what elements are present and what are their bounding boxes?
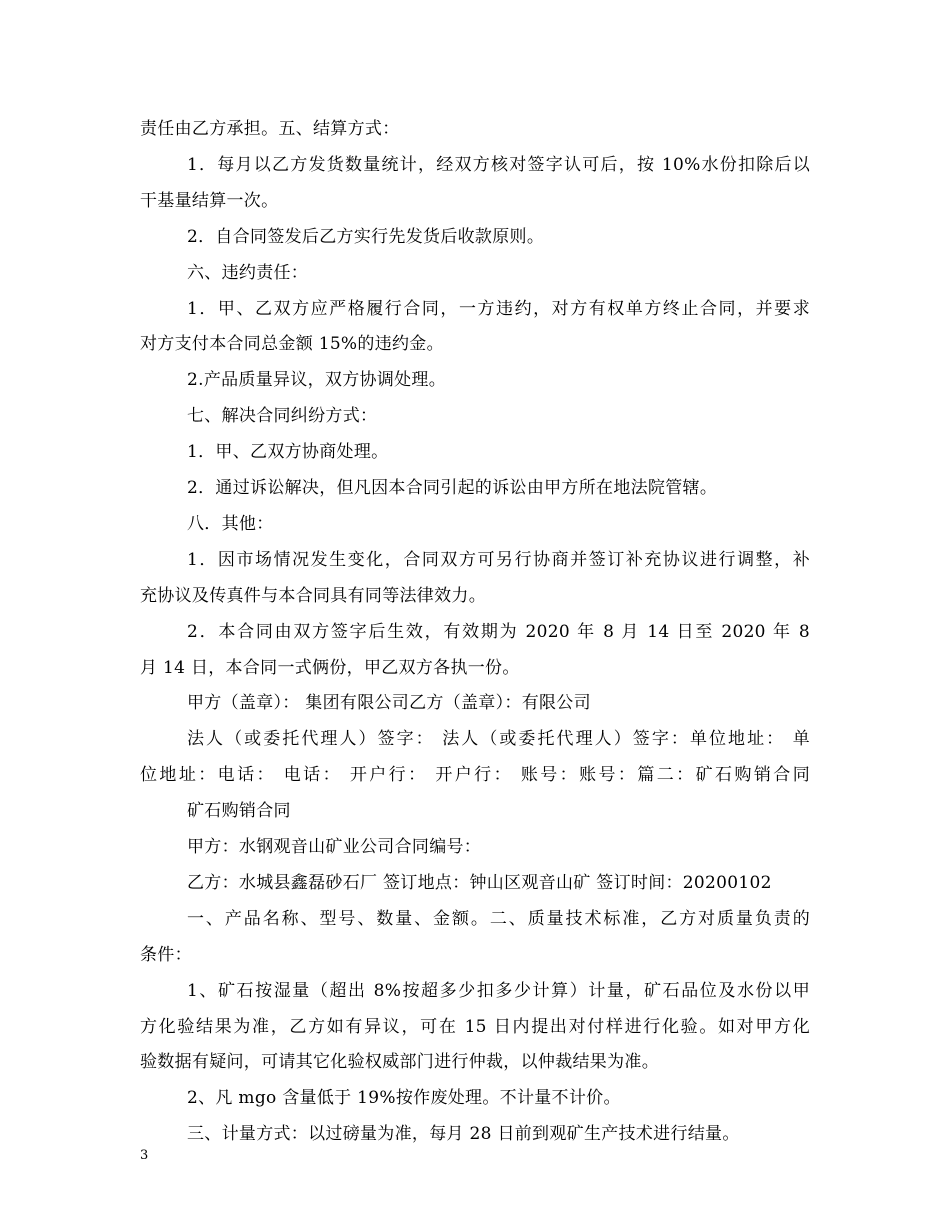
text-line: 1、矿石按湿量（超出 8%按超多少扣多少计算）计量，矿石品位及水份以甲 bbox=[187, 980, 810, 1001]
text-line: 1．因市场情况发生变化，合同双方可另行协商并签订补充协议进行调整，补 bbox=[187, 549, 810, 570]
text-line: 甲方（盖章）： 集团有限公司乙方（盖章）：有限公司 bbox=[187, 693, 591, 714]
text-line: 2．自合同签发后乙方实行先发货后收款原则。 bbox=[187, 226, 545, 247]
text-line: 条件： bbox=[140, 944, 192, 965]
text-line: 甲方：水钢观音山矿业公司合同编号： bbox=[187, 837, 482, 857]
text-line: 2．本合同由双方签字后生效，有效期为 2020 年 8 月 14 日至 2020 年 8 bbox=[187, 621, 810, 642]
text-line: 1．甲、乙双方应严格履行合同，一方违约，对方有权单方终止合同，并要求 bbox=[187, 298, 810, 319]
text-line: 七、解决合同纠纷方式： bbox=[187, 406, 378, 427]
text-line: 责任由乙方承担。五、结算方式： bbox=[140, 119, 400, 139]
text-line: 法人（或委托代理人）签字： 法人（或委托代理人）签字：单位地址： 单 bbox=[187, 729, 810, 750]
text-line: 验数据有疑问，可请其它化验权威部门进行仲裁，以仲裁结果为准。 bbox=[140, 1052, 659, 1073]
text-line: 矿石购销合同 bbox=[187, 801, 291, 822]
text-line: 对方支付本合同总金额 15%的违约金。 bbox=[140, 334, 444, 355]
text-line: 八．其他： bbox=[187, 513, 274, 534]
text-line: 1．每月以乙方发货数量统计，经双方核对签字认可后，按 10%水份扣除后以 bbox=[187, 154, 810, 175]
text-line: 三、计量方式：以过磅量为准，每月 28 日前到观矿生产技术进行结量。 bbox=[187, 1124, 740, 1145]
text-line: 方化验结果为准，乙方如有异议，可在 15 日内提出对付样进行化验。如对甲方化 bbox=[140, 1016, 810, 1037]
text-line: 2.产品质量异议，双方协调处理。 bbox=[187, 370, 447, 391]
page-number: 3 bbox=[140, 1148, 149, 1163]
text-line: 六、违约责任： bbox=[187, 262, 309, 283]
text-line: 一、产品名称、型号、数量、金额。二、质量技术标准，乙方对质量负责的 bbox=[187, 908, 810, 929]
text-line: 干基量结算一次。 bbox=[140, 190, 279, 211]
text-line: 2、凡 mgo 含量低于 19%按作废处理。不计量不计价。 bbox=[187, 1088, 621, 1109]
text-line: 充协议及传真件与本合同具有同等法律效力。 bbox=[140, 585, 486, 606]
text-line: 月 14 日，本合同一式俩份，甲乙双方各执一份。 bbox=[140, 657, 520, 678]
text-line: 乙方：水城县鑫磊砂石厂 签订地点：钟山区观音山矿 签订时间：20200102 bbox=[187, 872, 772, 893]
text-line: 1．甲、乙双方协商处理。 bbox=[187, 442, 389, 463]
text-line: 2．通过诉讼解决，但凡因本合同引起的诉讼由甲方所在地法院管辖。 bbox=[187, 478, 718, 498]
text-line: 位地址：电话： 电话： 开户行： 开户行： 账号：账号：篇二：矿石购销合同 bbox=[140, 765, 810, 786]
